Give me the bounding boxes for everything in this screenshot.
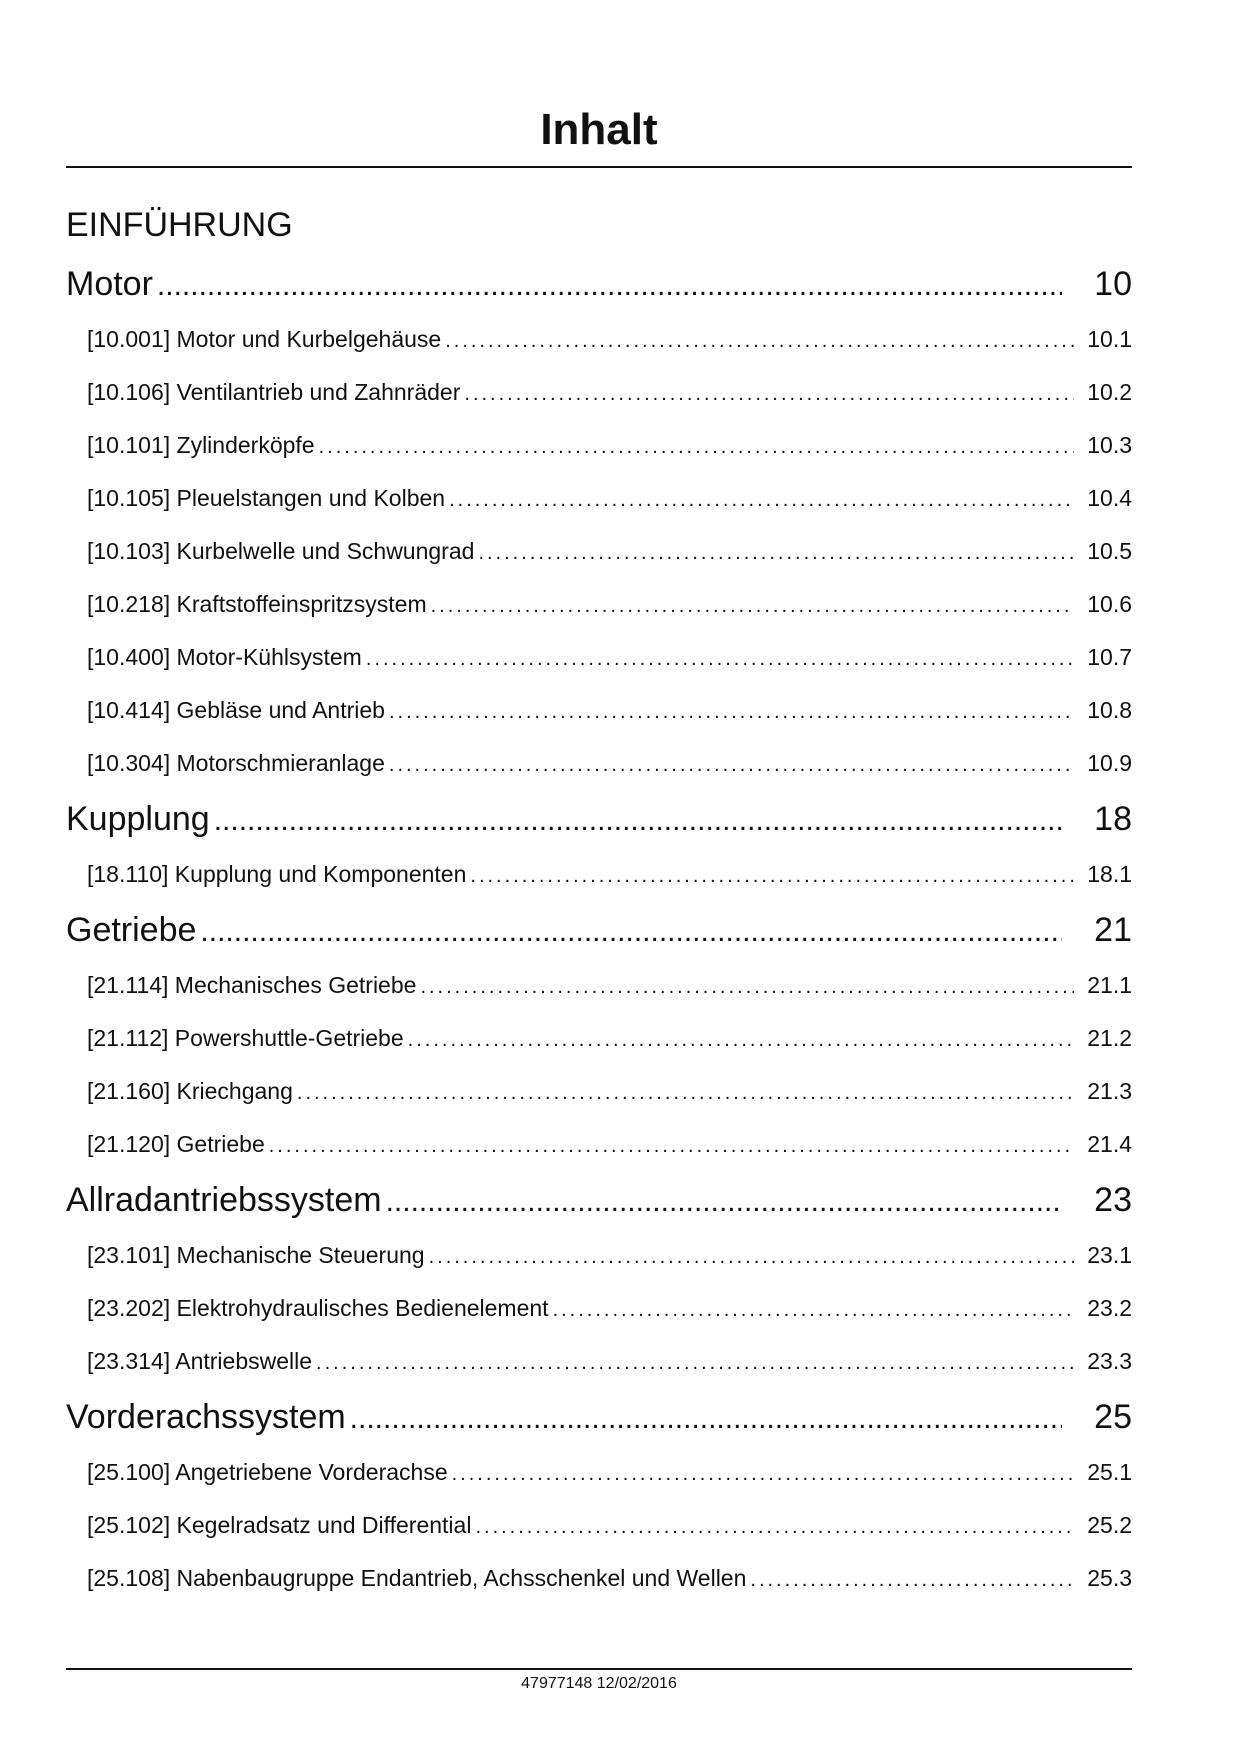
toc-section-label: [25.100] Angetriebene Vorderachse bbox=[87, 1459, 448, 1485]
dot-leader bbox=[420, 961, 1074, 1012]
intro-heading[interactable]: EINFÜHRUNG bbox=[66, 206, 293, 244]
dot-leader bbox=[269, 1120, 1074, 1171]
toc-section-page: 10.5 bbox=[1087, 538, 1132, 564]
toc-section[interactable] bbox=[66, 1118, 1132, 1171]
dot-leader bbox=[297, 1067, 1074, 1118]
toc-section[interactable] bbox=[66, 525, 1132, 578]
toc-section-page: 10.9 bbox=[1087, 750, 1132, 776]
toc-chapter[interactable] bbox=[66, 255, 1132, 313]
dot-leader bbox=[470, 850, 1074, 901]
toc-section-page: 25.3 bbox=[1087, 1565, 1132, 1591]
toc-section[interactable] bbox=[66, 419, 1132, 472]
toc-section-label: [23.202] Elektrohydraulisches Bedienelement bbox=[87, 1295, 549, 1321]
toc-section-page: 23.1 bbox=[1087, 1242, 1132, 1268]
toc-section[interactable] bbox=[66, 631, 1132, 684]
table-of-contents bbox=[66, 255, 1132, 1605]
toc-chapter-page: 10 bbox=[1094, 265, 1132, 303]
toc-section-label: [23.101] Mechanische Steuerung bbox=[87, 1242, 425, 1268]
toc-section-label: [10.105] Pleuelstangen und Kolben bbox=[87, 485, 446, 511]
dot-leader bbox=[431, 580, 1074, 631]
toc-section-label: [21.160] Kriechgang bbox=[87, 1078, 293, 1104]
toc-section-label: [18.110] Kupplung und Komponenten bbox=[87, 861, 467, 887]
dot-leader bbox=[553, 1284, 1074, 1335]
toc-section[interactable] bbox=[66, 313, 1132, 366]
toc-chapter[interactable] bbox=[66, 1388, 1132, 1446]
toc-chapter-page: 18 bbox=[1094, 800, 1132, 838]
dot-leader bbox=[316, 1337, 1074, 1388]
toc-section[interactable] bbox=[66, 1499, 1132, 1552]
dot-leader bbox=[319, 421, 1074, 472]
toc-section-page: 21.2 bbox=[1087, 1025, 1132, 1051]
toc-section-page: 23.3 bbox=[1087, 1348, 1132, 1374]
toc-section-label: [25.102] Kegelradsatz und Differential bbox=[87, 1512, 472, 1538]
toc-section-page: 10.7 bbox=[1087, 644, 1132, 670]
toc-section-label: [10.103] Kurbelwelle und Schwungrad bbox=[87, 538, 475, 564]
toc-section-label: [10.400] Motor-Kühlsystem bbox=[87, 644, 362, 670]
toc-chapter-page: 25 bbox=[1094, 1398, 1132, 1436]
toc-section[interactable] bbox=[66, 472, 1132, 525]
toc-section[interactable] bbox=[66, 1065, 1132, 1118]
toc-section-page: 21.1 bbox=[1087, 972, 1132, 998]
toc-section[interactable] bbox=[66, 1282, 1132, 1335]
toc-section-label: [21.114] Mechanisches Getriebe bbox=[87, 972, 417, 998]
toc-section[interactable] bbox=[66, 1229, 1132, 1282]
toc-section[interactable] bbox=[66, 959, 1132, 1012]
toc-section-label: [10.218] Kraftstoffeinspritzsystem bbox=[87, 591, 427, 617]
dot-leader bbox=[750, 1554, 1074, 1605]
toc-section[interactable] bbox=[66, 684, 1132, 737]
toc-section-label: [10.001] Motor und Kurbelgehäuse bbox=[87, 326, 442, 352]
toc-section[interactable] bbox=[66, 1446, 1132, 1499]
toc-chapter-title: Allradantriebssystem bbox=[66, 1181, 382, 1219]
toc-section[interactable] bbox=[66, 578, 1132, 631]
toc-section[interactable] bbox=[66, 366, 1132, 419]
toc-section[interactable] bbox=[66, 1335, 1132, 1388]
dot-leader bbox=[475, 1501, 1074, 1552]
footer-divider bbox=[66, 1668, 1132, 1670]
title-divider bbox=[66, 166, 1132, 168]
toc-section-label: [10.101] Zylinderköpfe bbox=[87, 432, 315, 458]
dot-leader bbox=[214, 792, 1062, 848]
dot-leader bbox=[386, 1173, 1062, 1229]
toc-section-page: 10.4 bbox=[1087, 485, 1132, 511]
footer-doc-id: 47977148 12/02/2016 bbox=[521, 1675, 677, 1692]
toc-section-page: 10.6 bbox=[1087, 591, 1132, 617]
document-page bbox=[66, 0, 1132, 1754]
toc-section-page: 10.8 bbox=[1087, 697, 1132, 723]
toc-section[interactable] bbox=[66, 1552, 1132, 1605]
toc-section[interactable] bbox=[66, 1012, 1132, 1065]
toc-section-label: [21.112] Powershuttle-Getriebe bbox=[87, 1025, 404, 1051]
toc-section-page: 18.1 bbox=[1087, 861, 1132, 887]
dot-leader bbox=[389, 739, 1074, 790]
toc-section-label: [10.106] Ventilantrieb und Zahnräder bbox=[87, 379, 461, 405]
toc-section-page: 23.2 bbox=[1087, 1295, 1132, 1321]
toc-section-label: [25.108] Nabenbaugruppe Endantrieb, Achsschenkel und Wellen bbox=[87, 1565, 747, 1591]
toc-section-page: 10.2 bbox=[1087, 379, 1132, 405]
toc-section-page: 21.3 bbox=[1087, 1078, 1132, 1104]
toc-section-label: [10.304] Motorschmieranlage bbox=[87, 750, 385, 776]
toc-chapter-title: Getriebe bbox=[66, 911, 197, 949]
toc-section-page: 25.1 bbox=[1087, 1459, 1132, 1485]
toc-chapter[interactable] bbox=[66, 901, 1132, 959]
dot-leader bbox=[366, 633, 1074, 684]
toc-section-label: [23.314] Antriebswelle bbox=[87, 1348, 313, 1374]
toc-chapter[interactable] bbox=[66, 1171, 1132, 1229]
dot-leader bbox=[157, 257, 1062, 313]
toc-section[interactable] bbox=[66, 737, 1132, 790]
page-title: Inhalt bbox=[540, 105, 658, 154]
dot-leader bbox=[200, 903, 1062, 959]
toc-chapter[interactable] bbox=[66, 790, 1132, 848]
dot-leader bbox=[350, 1390, 1062, 1446]
toc-section-label: [21.120] Getriebe bbox=[87, 1131, 265, 1157]
dot-leader bbox=[449, 474, 1074, 525]
toc-chapter-title: Kupplung bbox=[66, 800, 210, 838]
toc-section-page: 10.3 bbox=[1087, 432, 1132, 458]
toc-section[interactable] bbox=[66, 848, 1132, 901]
dot-leader bbox=[429, 1231, 1074, 1282]
toc-section-page: 25.2 bbox=[1087, 1512, 1132, 1538]
dot-leader bbox=[445, 315, 1074, 366]
dot-leader bbox=[478, 527, 1074, 578]
dot-leader bbox=[389, 686, 1074, 737]
toc-chapter-page: 21 bbox=[1094, 911, 1132, 949]
toc-chapter-title: Vorderachssystem bbox=[66, 1398, 346, 1436]
toc-section-page: 21.4 bbox=[1087, 1131, 1132, 1157]
dot-leader bbox=[464, 368, 1074, 419]
toc-chapter-title: Motor bbox=[66, 265, 153, 303]
toc-chapter-page: 23 bbox=[1094, 1181, 1132, 1219]
toc-section-page: 10.1 bbox=[1087, 326, 1132, 352]
dot-leader bbox=[452, 1448, 1074, 1499]
toc-section-label: [10.414] Gebläse und Antrieb bbox=[87, 697, 385, 723]
dot-leader bbox=[408, 1014, 1074, 1065]
